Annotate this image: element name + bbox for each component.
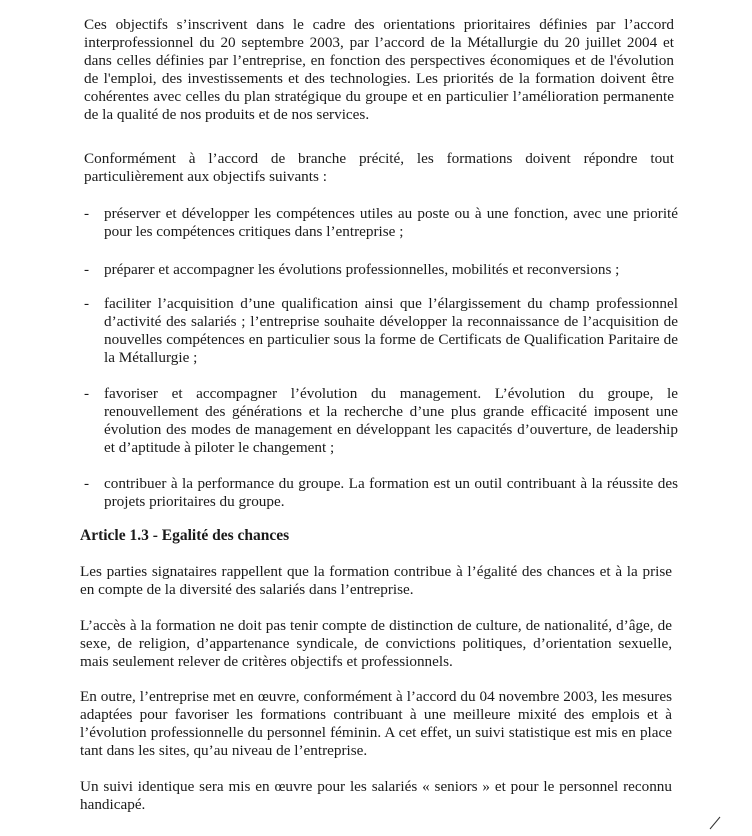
- objective-text: contribuer à la performance du groupe. La formation est un outil contribuant à la réussite des projets prioritaires du groupe.: [104, 475, 678, 510]
- objective-text: faciliter l’acquisition d’une qualification ainsi que l’élargissement du champ professionnel d’activité des salariés ; l’entreprise souhaite développer la reconnaissance de l’acquisition de nouvelles compétences en particulier sous la forme de Certificats de Qualification Paritaire de la Métallurgie ;: [104, 295, 678, 366]
- article-heading: Article 1.3 - Egalité des chances: [80, 527, 290, 544]
- bullet-dash: -: [84, 205, 90, 222]
- objective-item: [84, 205, 678, 241]
- objective-item: [84, 295, 678, 367]
- objectives-intro: Conformément à l’accord de branche précité, les formations doivent répondre tout particulièrement aux objectifs suivants :: [84, 150, 674, 185]
- bullet-dash: -: [84, 261, 90, 278]
- article-paragraph: En outre, l’entreprise met en œuvre, conformément à l’accord du 04 novembre 2003, les mesures adaptées pour favoriser les formations contribuant à une meilleure mixité des emplois et à l’évolution professionnelle du personnel féminin. A cet effet, un suivi statistique est mis en place tant dans les sites, qu’au niveau de l’entreprise.: [80, 688, 672, 759]
- bullet-dash: -: [84, 475, 90, 492]
- intro-paragraph: Ces objectifs s’inscrivent dans le cadre des orientations prioritaires définies par l’accord interprofessionnel du 20 septembre 2003, par l’accord de la Métallurgie du 20 juillet 2004 et dans celles définies par l’entreprise, en fonction des perspectives économiques et de l'évolution de l'emploi, des investissements et des technologies. Les priorités de la formation doivent être cohérentes avec celles du plan stratégique du groupe et en particulier l’amélioration permanente de la qualité de nos produits et de nos services.: [84, 16, 674, 123]
- objective-text: préserver et développer les compétences utiles au poste ou à une fonction, avec une priorité pour les compétences critiques dans l’entreprise ;: [104, 205, 678, 240]
- article-paragraph: Les parties signataires rappellent que la formation contribue à l’égalité des chances et à la prise en compte de la diversité des salariés dans l’entreprise.: [80, 563, 672, 598]
- bullet-dash: -: [84, 385, 90, 402]
- objective-text: favoriser et accompagner l’évolution du management. L’évolution du groupe, le renouvellement des générations et la recherche d’une plus grande efficacité imposent une évolution des modes de management en développant les capacités d’ouverture, de leadership et d’aptitude à piloter le changement ;: [104, 385, 678, 456]
- article-paragraph: L’accès à la formation ne doit pas tenir compte de distinction de culture, de nationalité, d’âge, de sexe, de religion, d’appartenance syndicale, de convictions politiques, d’orientation sexuelle, mais seulement relever de critères objectifs et professionnels.: [80, 617, 672, 670]
- bullet-dash: -: [84, 295, 90, 312]
- objective-text: préparer et accompagner les évolutions professionnelles, mobilités et reconversions ;: [104, 261, 620, 278]
- pen-stroke-mark: [708, 816, 722, 830]
- article-paragraph: Un suivi identique sera mis en œuvre pour les salariés « seniors » et pour le personnel reconnu handicapé.: [80, 778, 672, 813]
- objective-item: [84, 385, 678, 457]
- objective-item: [84, 261, 678, 279]
- objective-item: [84, 475, 678, 511]
